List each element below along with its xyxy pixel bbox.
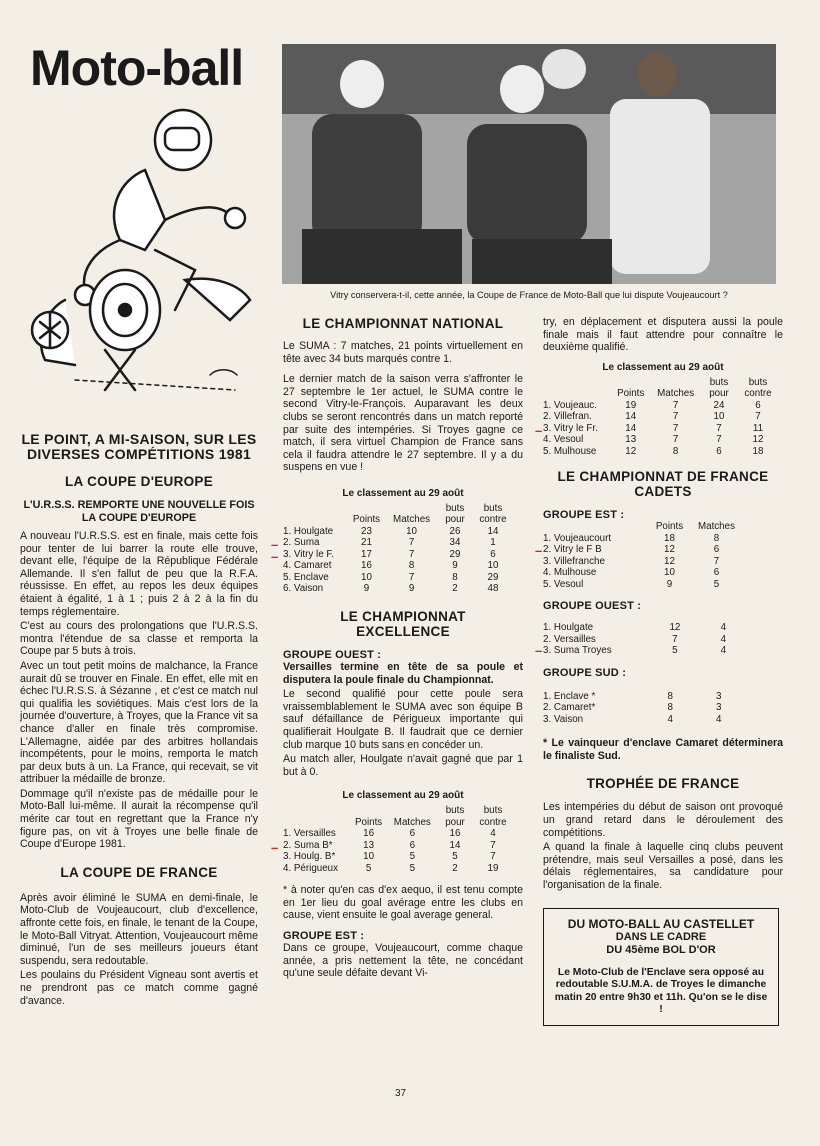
team-cell: 1. Voujeaucourt bbox=[543, 532, 612, 544]
team-cell: 3. Vaison bbox=[543, 713, 584, 725]
goals-for-cell: 7 bbox=[716, 422, 722, 434]
goals-for-cell: 10 bbox=[713, 411, 725, 423]
goals-for-cell: 9 bbox=[452, 560, 458, 572]
goals-against-cell: 19 bbox=[487, 862, 499, 874]
matches-cell: 3 bbox=[716, 690, 722, 702]
team-cell: 4. Mulhouse bbox=[543, 567, 597, 579]
excellence-east-table-title: Le classement au 29 août bbox=[602, 361, 724, 373]
matches-cell: 7 bbox=[408, 537, 415, 549]
matches-cell: 9 bbox=[408, 583, 415, 595]
points-cell: 19 bbox=[625, 399, 637, 411]
matches-cell: 4 bbox=[716, 713, 722, 725]
team-cell: 2. Villefran. bbox=[543, 411, 592, 423]
masthead-title: Moto-ball bbox=[30, 40, 244, 96]
table-row bbox=[283, 828, 513, 840]
castellet-box bbox=[543, 908, 779, 1026]
cadets-est-table bbox=[543, 521, 743, 590]
trophee-p1: Les intempéries du début de saison ont provoqué un grand retard dans le déroulement des compétitions. bbox=[543, 801, 783, 839]
table-row bbox=[283, 549, 513, 561]
matches-cell: 4 bbox=[720, 622, 727, 634]
table-row bbox=[543, 423, 779, 435]
coupe-europe-p2: C'est au cours des prolongations que l'U.R.S.S. montra l'étendue de sa classe et remporta la Coupe par 5 buts à trois. bbox=[20, 620, 258, 658]
col-goals-for: buts pour bbox=[709, 376, 729, 400]
points-cell: 17 bbox=[361, 548, 372, 560]
castellet-box-text: Le Moto-Club de l'Enclave sera opposé au redoutable S.U.M.A. de Troyes le dimanche matin 20 entre 9h30 et 11h. Qu'on se le dise ! bbox=[554, 966, 768, 1016]
team-cell: 1. Houlgate bbox=[543, 622, 594, 634]
highlight-mark: – bbox=[535, 543, 543, 559]
matches-cell: 7 bbox=[672, 434, 679, 446]
points-cell: 14 bbox=[625, 422, 637, 434]
page-number: 37 bbox=[395, 1088, 407, 1099]
matches-cell: 5 bbox=[409, 862, 416, 874]
points-cell: 12 bbox=[625, 445, 637, 457]
goals-for-cell: 29 bbox=[449, 548, 461, 560]
goals-for-cell: 24 bbox=[713, 399, 725, 411]
points-cell: 14 bbox=[625, 411, 637, 423]
goals-for-cell: 34 bbox=[449, 537, 461, 549]
championnat-national-title: LE CHAMPIONNAT NATIONAL bbox=[302, 316, 504, 331]
matches-cell: 4 bbox=[720, 645, 727, 657]
points-cell: 13 bbox=[363, 839, 375, 851]
photo-caption: Vitry conservera-t-il, cette année, la Coupe de France de Moto-Ball que lui dispute Voujeaucourt ? bbox=[330, 290, 728, 300]
team-cell: 4. Vesoul bbox=[543, 434, 584, 446]
points-cell: 7 bbox=[672, 633, 678, 645]
national-standings-table bbox=[283, 503, 513, 595]
team-cell: 3. Villefranche bbox=[543, 555, 605, 567]
matches-cell: 7 bbox=[408, 548, 415, 560]
goals-against-cell: 11 bbox=[752, 422, 764, 434]
goals-against-cell: 12 bbox=[752, 434, 764, 446]
table-header-row bbox=[543, 521, 743, 533]
goals-against-cell: 10 bbox=[487, 560, 499, 572]
points-cell: 9 bbox=[666, 578, 673, 590]
coupe-france-p2: Les poulains du Président Vigneau sont avertis et ne prendront pas ce match comme gagné d'avance. bbox=[20, 969, 258, 1007]
excellence-title: LE CHAMPIONNAT EXCELLENCE bbox=[340, 608, 466, 639]
highlight-mark: – bbox=[271, 548, 279, 564]
col-points: Points bbox=[617, 388, 645, 400]
table-row bbox=[543, 714, 743, 726]
matches-cell: 7 bbox=[672, 411, 679, 423]
table-row bbox=[543, 544, 743, 556]
coupe-europe-p4: Dommage qu'il n'existe pas de médaille pour le Moto-Ball lui-même. Il aurait la récompense qu'il mérite car tout en regrettant que la France n'y figure pas, on vit à Troyes une belle finale de Coupe d'Europe 1981. bbox=[20, 787, 258, 851]
col-points: Points bbox=[354, 816, 383, 828]
matches-cell: 6 bbox=[713, 544, 720, 556]
matches-cell: 8 bbox=[713, 532, 720, 544]
goals-against-cell: 29 bbox=[487, 571, 499, 583]
col-matches: Matches bbox=[393, 816, 431, 828]
goals-for-cell: 14 bbox=[449, 839, 461, 851]
table-row bbox=[543, 645, 743, 657]
table-row bbox=[283, 840, 513, 852]
points-cell: 18 bbox=[664, 532, 675, 544]
matches-cell: 7 bbox=[713, 555, 720, 567]
team-cell: 2. Vitry le F B bbox=[543, 544, 602, 556]
table-row bbox=[543, 434, 779, 446]
points-cell: 23 bbox=[361, 525, 372, 537]
table-row bbox=[543, 622, 743, 634]
team-cell: 5. Enclave bbox=[283, 571, 329, 583]
points-cell: 16 bbox=[363, 828, 375, 840]
col-goals-against: buts contre bbox=[479, 805, 507, 828]
excellence-table-title: Le classement au 29 août bbox=[342, 790, 464, 802]
table-row bbox=[543, 446, 779, 458]
table-row bbox=[283, 560, 513, 572]
motorcyclist-cartoon bbox=[25, 100, 265, 400]
table-row bbox=[543, 567, 743, 579]
goals-for-cell: 6 bbox=[716, 445, 722, 457]
points-cell: 8 bbox=[667, 702, 673, 714]
table-row bbox=[283, 572, 513, 584]
goals-against-cell: 6 bbox=[490, 548, 496, 560]
team-cell: 4. Camaret bbox=[283, 560, 332, 572]
goals-against-cell: 48 bbox=[487, 583, 499, 595]
col-team bbox=[283, 503, 347, 526]
table-header-row bbox=[283, 503, 513, 526]
points-cell: 10 bbox=[361, 571, 372, 583]
highlight-mark: – bbox=[535, 643, 543, 659]
points-cell: 8 bbox=[667, 690, 673, 702]
castellet-box-line3: DU 45ème BOL D'OR bbox=[606, 943, 716, 956]
team-cell: 6. Vaison bbox=[283, 583, 324, 595]
table-row bbox=[543, 533, 743, 545]
left-column bbox=[20, 432, 258, 1009]
excellence-group-west: GROUPE OUEST : bbox=[283, 648, 382, 661]
team-cell: 3. Vitry le Fr. bbox=[543, 422, 598, 434]
highlight-mark: – bbox=[271, 536, 279, 552]
matches-cell: 6 bbox=[409, 828, 416, 840]
points-cell: 12 bbox=[669, 622, 681, 634]
excellence-east-standings-table bbox=[543, 377, 779, 458]
points-cell: 4 bbox=[667, 713, 673, 725]
excellence-note: * à noter qu'en cas d'ex aequo, il est tenu compte en 1er lieu du goal avérage entre les clubs en cause, vient ensuite le goal average general. bbox=[283, 884, 523, 922]
col-team bbox=[543, 521, 649, 533]
team-cell: 3. Houlg. B* bbox=[283, 851, 336, 863]
excellence-p2: Le second qualifié pour cette poule sera vraissemblablement le SUMA avec son équipe B sauf défaillance de Périgueux importante qui qualifierait Houlgate B. Il faudrait que ce dernier club marque 10 buts sans en concéder un. bbox=[283, 688, 523, 751]
table-row bbox=[543, 634, 743, 646]
excellence-group-east: GROUPE EST : bbox=[283, 930, 365, 943]
castellet-box-line2: DANS LE CADRE bbox=[615, 930, 707, 943]
points-cell: 10 bbox=[664, 567, 675, 579]
team-cell: 2. Camaret* bbox=[543, 702, 596, 714]
national-table-title: Le classement au 29 août bbox=[342, 487, 464, 499]
matches-cell: 6 bbox=[409, 839, 416, 851]
matches-cell: 8 bbox=[672, 445, 679, 457]
highlight-mark: – bbox=[535, 422, 543, 438]
matches-cell: 5 bbox=[409, 851, 416, 863]
col-team bbox=[543, 377, 611, 400]
goals-for-cell: 2 bbox=[452, 583, 458, 595]
goals-against-cell: 1 bbox=[490, 537, 496, 549]
team-cell: 5. Mulhouse bbox=[543, 445, 597, 457]
col-team bbox=[283, 805, 350, 828]
team-cell: 3. Suma Troyes bbox=[543, 645, 612, 657]
team-cell: 1. Enclave * bbox=[543, 690, 596, 702]
table-header-row bbox=[543, 377, 779, 400]
cadets-ouest-label: GROUPE OUEST : bbox=[543, 600, 642, 613]
points-cell: 13 bbox=[625, 434, 637, 446]
col-goals-for: buts pour bbox=[445, 805, 465, 828]
goals-for-cell: 7 bbox=[716, 434, 722, 446]
team-cell: 3. Vitry le F. bbox=[283, 548, 334, 560]
matches-cell: 3 bbox=[716, 702, 722, 714]
matches-cell: 7 bbox=[408, 571, 415, 583]
col-goals-for: buts pour bbox=[445, 502, 465, 526]
table-row bbox=[543, 702, 743, 714]
table-row bbox=[543, 411, 779, 423]
main-headline: LE POINT, A MI-SAISON, SUR LES DIVERSES COMPÉTITIONS 1981 bbox=[21, 431, 257, 462]
coupe-france-title: LA COUPE DE FRANCE bbox=[60, 864, 218, 880]
team-cell: 1. Houlgate bbox=[283, 525, 334, 537]
col-matches: Matches bbox=[657, 388, 695, 400]
col-goals-against: buts contre bbox=[744, 376, 772, 400]
table-row bbox=[543, 691, 743, 703]
team-cell: 2. Suma B* bbox=[283, 839, 333, 851]
points-cell: 5 bbox=[365, 862, 372, 874]
goals-for-cell: 2 bbox=[452, 862, 458, 874]
goals-against-cell: 18 bbox=[752, 445, 764, 457]
team-cell: 1. Voujeauc. bbox=[543, 399, 597, 411]
points-cell: 21 bbox=[361, 537, 372, 549]
table-row bbox=[283, 851, 513, 863]
excellence-p4: Dans ce groupe, Voujeaucourt, comme chaque année, a pris nettement la tête, ne concédant qu'une seule défaite devant Vi- bbox=[283, 942, 523, 980]
goals-against-cell: 4 bbox=[490, 828, 496, 840]
col-goals-against: buts contre bbox=[479, 502, 507, 526]
points-cell: 12 bbox=[664, 544, 675, 556]
matches-cell: 7 bbox=[672, 422, 679, 434]
excellence-p1: Versailles termine en tête de sa poule et disputera la poule finale du Championnat. bbox=[283, 660, 523, 686]
goals-for-cell: 8 bbox=[452, 571, 458, 583]
national-p1: Le SUMA : 7 matches, 21 points virtuellement en tête avec 34 buts marqués contre 1. bbox=[283, 340, 523, 365]
points-cell: 12 bbox=[664, 555, 675, 567]
coupe-europe-subtitle: L'U.R.S.S. REMPORTE UNE NOUVELLE FOIS LA COUPE D'EUROPE bbox=[23, 499, 255, 524]
goals-against-cell: 7 bbox=[490, 851, 496, 863]
cadets-sud-label: GROUPE SUD : bbox=[543, 666, 627, 679]
team-cell: 5. Vesoul bbox=[543, 578, 584, 590]
matches-cell: 4 bbox=[720, 633, 727, 645]
col-matches: Matches bbox=[697, 521, 735, 533]
right-column bbox=[535, 316, 783, 1026]
goals-against-cell: 14 bbox=[487, 525, 499, 537]
cadets-est-label: GROUPE EST : bbox=[543, 509, 625, 522]
excellence-standings-table bbox=[283, 805, 513, 874]
team-cell: 2. Suma bbox=[283, 537, 320, 549]
cadets-title: LE CHAMPIONNAT DE FRANCE CADETS bbox=[557, 469, 769, 500]
goals-against-cell: 6 bbox=[755, 399, 761, 411]
team-cell: 2. Versailles bbox=[543, 633, 596, 645]
matches-cell: 10 bbox=[406, 525, 417, 537]
matches-cell: 8 bbox=[408, 560, 415, 572]
goals-against-cell: 7 bbox=[755, 411, 761, 423]
points-cell: 5 bbox=[672, 645, 678, 657]
goals-for-cell: 16 bbox=[449, 828, 461, 840]
col-matches: Matches bbox=[393, 514, 431, 526]
cadets-sud-table bbox=[543, 691, 743, 726]
coupe-europe-p1: A nouveau l'U.R.S.S. est en finale, mais cette fois pour tenter de lui barrer la route elle trouve, devant elle, l'équipe de la République Fédérale Allemande. Il s'en fallut de peu que la R.F.A. réussisse. En effet, au repos les deux équipes étaient à égalité, 1 à 1 ; puis 2 à 2 à la fin du temps réglementaire. bbox=[20, 530, 258, 618]
highlight-mark: – bbox=[271, 840, 279, 856]
points-cell: 10 bbox=[363, 851, 375, 863]
right-p1: try, en déplacement et disputera aussi la poule finale mais il faut attendre pour connaître le deuxième qualifié. bbox=[543, 316, 783, 354]
goals-for-cell: 5 bbox=[452, 851, 458, 863]
table-row bbox=[543, 556, 743, 568]
col-points: Points bbox=[352, 514, 381, 526]
national-p2: Le dernier match de la saison verra s'affronter le 27 septembre le 1er actuel, le SUMA contre le second Vitry-le-François. Auparavant les deux clubs se seront rencontrés dans un match reporté par suite des intempéries. Si Troyes gagne ce match, il sera virtuel Champion de France sans cela il faudra attendre le 27 septembre. Il y a du suspens en vue ! bbox=[283, 373, 523, 474]
trophee-p2: A quand la finale à laquelle cinq clubs peuvent prétendre, mais seul Versailles a posé, dans les délais réglementaires, sa candidature pour l'organisation de la finale. bbox=[543, 841, 783, 892]
matches-cell: 7 bbox=[672, 399, 679, 411]
table-header-row bbox=[283, 805, 513, 828]
matches-cell: 6 bbox=[713, 567, 720, 579]
team-cell: 4. Périgueux bbox=[283, 862, 339, 874]
table-row bbox=[283, 583, 513, 595]
team-cell: 1. Versailles bbox=[283, 828, 336, 840]
points-cell: 16 bbox=[361, 560, 372, 572]
trophee-title: TROPHÉE DE FRANCE bbox=[586, 776, 740, 792]
cadets-ouest-table bbox=[543, 622, 743, 657]
table-row bbox=[543, 579, 743, 591]
castellet-box-line1: DU MOTO-BALL AU CASTELLET bbox=[567, 916, 755, 931]
middle-column bbox=[271, 316, 523, 982]
goals-for-cell: 26 bbox=[449, 525, 461, 537]
coupe-europe-p3: Avec un tout petit moins de malchance, la France aurait dû se trouver en Finale. En effet, elle mit en échec l'U.R.S.S. à Sézanne , et c'est ce match nul qui qualifia les soviétiques. Mais c'est lors de la journée d'ouverture, à Troyes, que la France vit sa chance d'aller en finale très compromise. L'Allemagne, aidée par des arbitres hollandais incompétents, pour le moins, remporta le match par deux buts à un. La France, qui recevait, se vit attribuer la médaille de bronze. bbox=[20, 659, 258, 786]
col-points: Points bbox=[655, 521, 684, 533]
table-row bbox=[283, 526, 513, 538]
matches-cell: 5 bbox=[713, 578, 720, 590]
excellence-p3: Au match aller, Houlgate n'avait gagné que par 1 but à 0. bbox=[283, 753, 523, 778]
table-row bbox=[283, 863, 513, 875]
table-row bbox=[543, 400, 779, 412]
coupe-france-p1: Après avoir éliminé le SUMA en demi-finale, le Moto-Club de Voujeaucourt, club d'excellence, affronte cette fois, en finale, le tenant de la Coupe, le Moto-Ball Vitryat. Attention, Voujeaucourt même diminué, l'un de ses meilleurs joueurs étant suspendu, sera redoutable. bbox=[20, 891, 258, 967]
cadets-note: * Le vainqueur d'enclave Camaret déterminera le finaliste Sud. bbox=[543, 737, 783, 762]
points-cell: 9 bbox=[363, 583, 370, 595]
coupe-europe-title: LA COUPE D'EUROPE bbox=[64, 474, 214, 489]
goals-against-cell: 7 bbox=[490, 839, 496, 851]
match-photo bbox=[282, 44, 776, 284]
table-row bbox=[283, 537, 513, 549]
